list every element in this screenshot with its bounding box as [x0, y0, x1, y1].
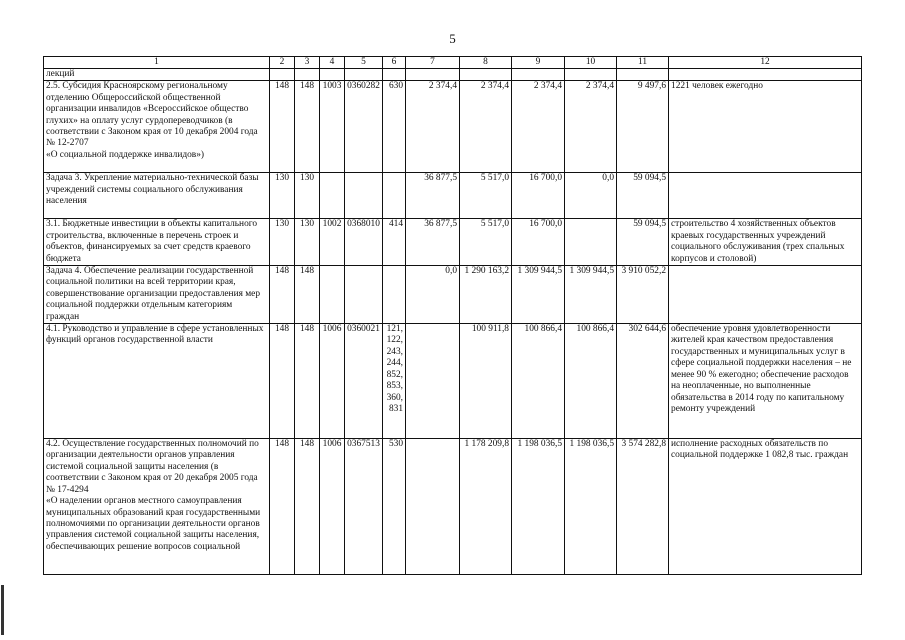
cell-col-9: 16 700,0	[512, 173, 565, 219]
cell-col-4: 1006	[320, 439, 345, 575]
cell-col-9: 16 700,0	[512, 219, 565, 266]
cell-col-11	[617, 69, 669, 81]
row-description: 4.2. Осуществление государственных полномочий по организации деятельности органов управления системой социальной защиты населения (в соответствии с Законом края от 20 декабря 2005 года № 17-4294 «О наделении органов местного самоуправления муниципальных образований края государственными полномочиями по организации деятельности органов управления системой социальной защиты населения, обеспечивающих решение вопросов социальной	[44, 439, 270, 575]
table-row	[44, 439, 862, 575]
cell-col-5	[345, 69, 383, 81]
budget-table	[43, 56, 862, 575]
column-header: 1	[44, 57, 270, 69]
cell-col-2	[270, 69, 295, 81]
cell-col-10	[565, 219, 617, 266]
column-header: 12	[669, 57, 862, 69]
row-description: 4.1. Руководство и управление в сфере установленных функций органов государственной власти	[44, 324, 270, 439]
cell-col-2: 148	[270, 81, 295, 173]
row-description: 3.1. Бюджетные инвестиции в объекты капитального строительства, включенные в перечень строек и объектов, финансируемых за счет средств краевого бюджета	[44, 219, 270, 266]
cell-col-3: 148	[295, 439, 320, 575]
cell-col-5	[345, 266, 383, 324]
row-description: Задача 4. Обеспечение реализации государственной социальной политики на всей территории края, совершенствование организации предоставления мер социальной поддержки отдельным категориям граждан	[44, 266, 270, 324]
cell-col-10: 2 374,4	[565, 81, 617, 173]
cell-col-4	[320, 266, 345, 324]
cell-col-11: 9 497,6	[617, 81, 669, 173]
cell-col-4	[320, 69, 345, 81]
cell-col-3	[295, 69, 320, 81]
cell-col-6: 414	[383, 219, 406, 266]
cell-col-4: 1002	[320, 219, 345, 266]
cell-col-6	[383, 173, 406, 219]
row-description: 2.5. Субсидия Красноярскому региональному отделению Общероссийской общественной организации инвалидов «Всероссийское общество глухих» на оплату услуг сурдопереводчиков (в соответствии с Законом края от 10 декабря 2004 года № 12-2707 «О социальной поддержке инвалидов»)	[44, 81, 270, 173]
cell-col-11: 3 910 052,2	[617, 266, 669, 324]
cell-col-8: 2 374,4	[460, 81, 512, 173]
column-header: 6	[383, 57, 406, 69]
cell-col-10: 1 198 036,5	[565, 439, 617, 575]
cell-col-11: 59 094,5	[617, 219, 669, 266]
cell-col-6	[383, 266, 406, 324]
cell-col-3: 148	[295, 266, 320, 324]
page-number: 5	[449, 31, 456, 46]
row-note: строительство 4 хозяйственных объектов краевых государственных учреждений социального обслуживания (трех спальных корпусов и столовой)	[669, 219, 862, 266]
cell-col-5	[345, 173, 383, 219]
cell-col-2: 148	[270, 324, 295, 439]
cell-col-9	[512, 69, 565, 81]
margin-mark	[1, 585, 4, 635]
row-description: лекций	[44, 69, 270, 81]
column-header: 10	[565, 57, 617, 69]
cell-col-9: 1 309 944,5	[512, 266, 565, 324]
row-note	[669, 173, 862, 219]
cell-col-8: 100 911,8	[460, 324, 512, 439]
column-header: 2	[270, 57, 295, 69]
row-note: 1221 человек ежегодно	[669, 81, 862, 173]
column-header: 11	[617, 57, 669, 69]
cell-col-5: 0368010	[345, 219, 383, 266]
cell-col-8: 1 178 209,8	[460, 439, 512, 575]
row-description: Задача 3. Укрепление материально-технической базы учреждений системы социального обслуживания населения	[44, 173, 270, 219]
header-row	[44, 57, 862, 69]
table-row	[44, 219, 862, 266]
column-header: 7	[406, 57, 460, 69]
cell-col-7	[406, 69, 460, 81]
cell-col-10: 1 309 944,5	[565, 266, 617, 324]
cell-col-8: 1 290 163,2	[460, 266, 512, 324]
cell-col-5: 0360282	[345, 81, 383, 173]
column-header: 9	[512, 57, 565, 69]
table-row	[44, 69, 862, 81]
table-row	[44, 266, 862, 324]
cell-col-6: 630	[383, 81, 406, 173]
cell-col-4: 1003	[320, 81, 345, 173]
row-note: исполнение расходных обязательств по социальной поддержке 1 082,8 тыс. граждан	[669, 439, 862, 575]
cell-col-3: 130	[295, 173, 320, 219]
cell-col-4: 1006	[320, 324, 345, 439]
cell-col-11: 59 094,5	[617, 173, 669, 219]
column-header: 5	[345, 57, 383, 69]
cell-col-2: 148	[270, 266, 295, 324]
cell-col-3: 130	[295, 219, 320, 266]
cell-col-8: 5 517,0	[460, 173, 512, 219]
row-note	[669, 266, 862, 324]
cell-col-9: 100 866,4	[512, 324, 565, 439]
row-note	[669, 69, 862, 81]
table-row	[44, 324, 862, 439]
cell-col-7: 2 374,4	[406, 81, 460, 173]
cell-col-2: 130	[270, 173, 295, 219]
cell-col-6: 530	[383, 439, 406, 575]
cell-col-6	[383, 69, 406, 81]
column-header: 3	[295, 57, 320, 69]
cell-col-4	[320, 173, 345, 219]
cell-col-11: 302 644,6	[617, 324, 669, 439]
cell-col-10: 100 866,4	[565, 324, 617, 439]
cell-col-11: 3 574 282,8	[617, 439, 669, 575]
cell-col-2: 148	[270, 439, 295, 575]
column-header: 4	[320, 57, 345, 69]
cell-col-3: 148	[295, 81, 320, 173]
cell-col-7	[406, 324, 460, 439]
cell-col-5: 0360021	[345, 324, 383, 439]
cell-col-8	[460, 69, 512, 81]
cell-col-7: 36 877,5	[406, 219, 460, 266]
table-row	[44, 81, 862, 173]
cell-col-9: 2 374,4	[512, 81, 565, 173]
cell-col-10: 0,0	[565, 173, 617, 219]
table-row	[44, 173, 862, 219]
cell-col-5: 0367513	[345, 439, 383, 575]
cell-col-6: 121, 122, 243, 244, 852, 853, 360, 831	[383, 324, 406, 439]
column-header: 8	[460, 57, 512, 69]
cell-col-7: 36 877,5	[406, 173, 460, 219]
cell-col-7: 0,0	[406, 266, 460, 324]
row-note: обеспечение уровня удовлетворенности жителей края качеством предоставления государственных и муниципальных услуг в сфере социальной поддержки населения – не менее 90 % ежегодно; обеспечение расходов на неоплаченные, но выполненные обязательства в 2014 году по капитальному ремонту учреждений	[669, 324, 862, 439]
cell-col-9: 1 198 036,5	[512, 439, 565, 575]
cell-col-7	[406, 439, 460, 575]
cell-col-8: 5 517,0	[460, 219, 512, 266]
cell-col-2: 130	[270, 219, 295, 266]
cell-col-10	[565, 69, 617, 81]
cell-col-3: 148	[295, 324, 320, 439]
